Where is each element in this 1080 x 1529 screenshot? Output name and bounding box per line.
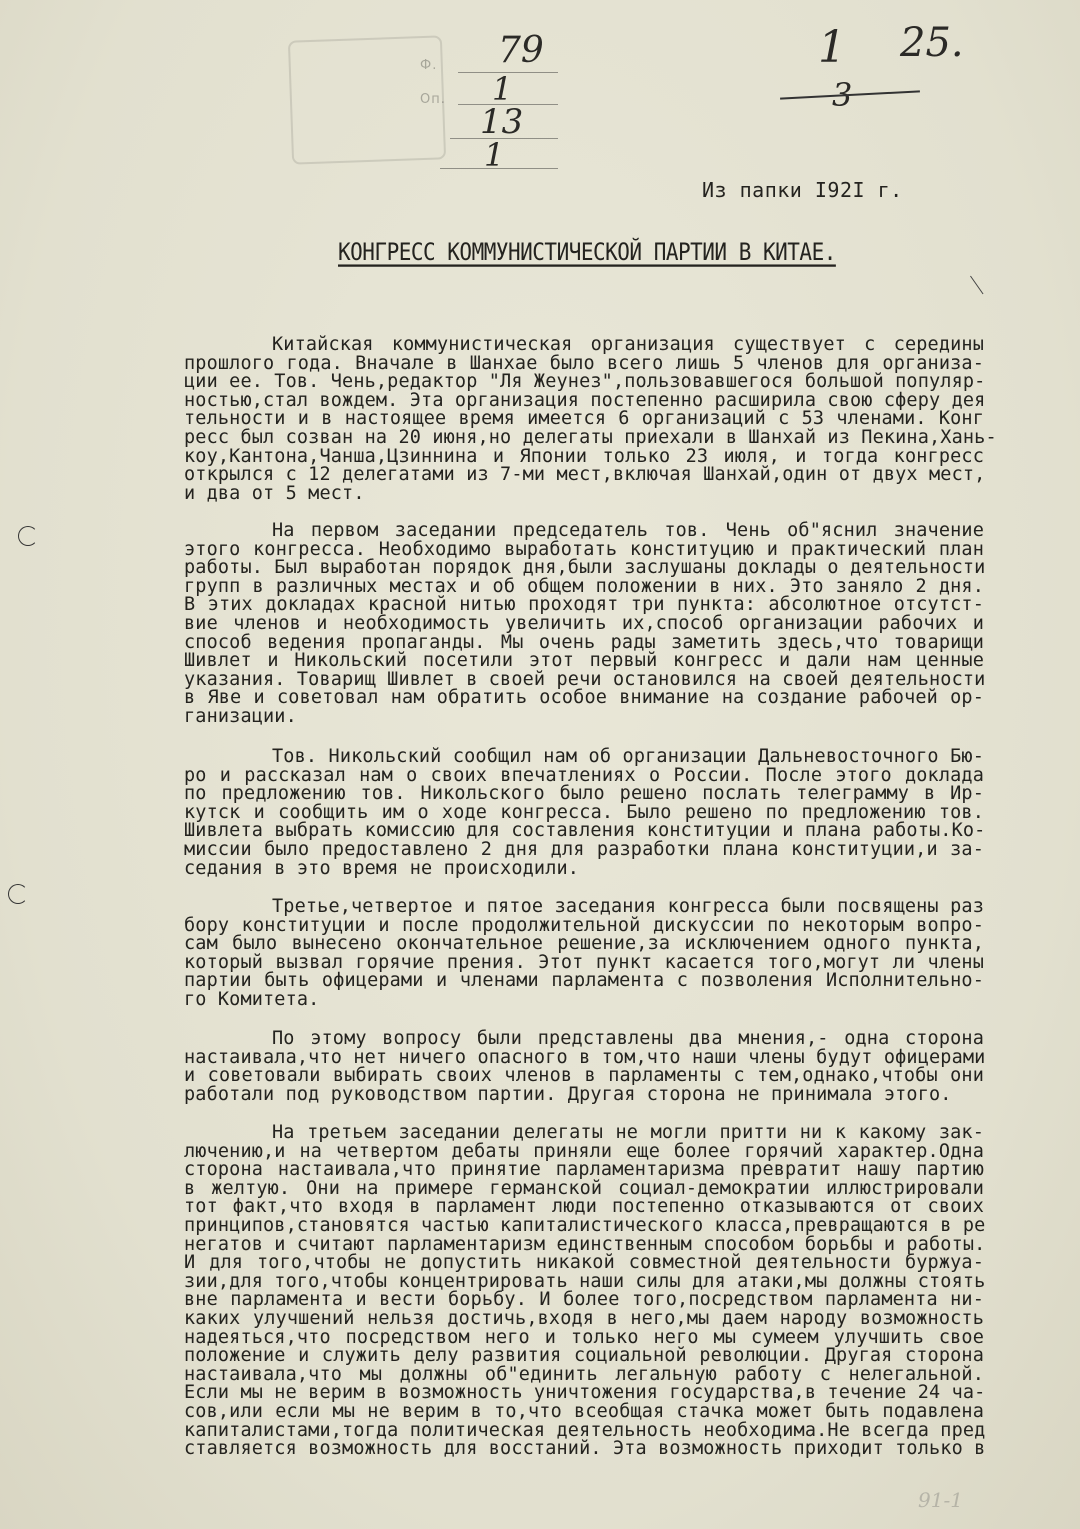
- text-line: го Комитета.: [184, 988, 320, 1010]
- text-line: настаивала,что мы должны об"единить легальную работу с нелегальной.: [184, 1363, 984, 1385]
- source-note: Из папки I92I г.: [702, 178, 903, 202]
- text-line: групп в различных местах и об общем положении в них. Это заняло 2 дня.: [184, 575, 984, 597]
- text-line: седания в это время не происходили.: [184, 857, 580, 879]
- handwritten-list: 1: [484, 136, 505, 174]
- paragraph-5: [184, 1030, 984, 1104]
- text-line: в желтую. Они на примере германской социал-демократии иллюстрировали: [184, 1177, 984, 1199]
- text-line: лючению,и на четвертом дебаты приняли еще более горячий характер.Одна: [184, 1140, 984, 1162]
- paragraph-3: [184, 748, 984, 878]
- text-line: сторона настаивала,что принятие парламентаризма превратит нашу партию: [184, 1159, 984, 1181]
- document-title: КОНГРЕСС КОММУНИСТИЧЕСКОЙ ПАРТИИ В КИТАЕ.: [338, 238, 836, 266]
- handwritten-opis: 1: [492, 70, 513, 108]
- paragraph-2: [184, 522, 984, 727]
- text-line: На первом заседании председатель тов. Чень об"яснил значение: [272, 520, 984, 541]
- text-line: Шивлет и Никольский посетили этот первый конгресс и дали нам ценные: [184, 650, 984, 672]
- handwritten-fond: 79: [498, 30, 544, 71]
- text-line: Китайская коммунистическая организация существует с середины: [272, 334, 984, 355]
- text-line: по предложению тов. Никольского было решено послать телеграмму в Ир-: [184, 783, 984, 805]
- text-line: работали под руководством партии. Другая сторона не принимала этого.: [184, 1083, 952, 1105]
- text-line: Шивлета выбрать комиссию для составления конституции и плана работы.Ко-: [184, 820, 986, 842]
- text-line: кутск и сообщить им о ходе конгресса. Было решено по предложению тов.: [184, 801, 984, 823]
- text-line: и советовали выбирать своих членов в парламенты с тем,однако,чтобы они: [184, 1065, 984, 1087]
- text-line: капиталистами,тогда политическая деятельность необходима.Не всегда пред: [184, 1419, 986, 1441]
- text-line: принципов,становятся частью капиталистического класса,превращаются в ре: [184, 1214, 986, 1236]
- text-line: тельности и в настоящее время имеется 6 организаций с 53 членами. Конг: [184, 408, 984, 430]
- text-line: ции ее. Тов. Чень,редактор "Ля Жеунез",пользовавшегося большой популяр-: [184, 371, 986, 393]
- margin-mark: [970, 268, 995, 295]
- punch-hole-mark: [18, 526, 38, 546]
- text-line: коу,Кантона,Чанша,Цзиннина и Японии только 23 июля, и тогда конгресс: [184, 445, 984, 467]
- text-line: Третье,четвертое и пятое заседания конгресса были посвящены раз: [272, 896, 984, 917]
- text-line: вие членов и необходимость увеличить их,способ организации рабочих и: [184, 612, 984, 634]
- text-line: негатов и считают парламентаризм единственным способом борьбы и работы.: [184, 1233, 986, 1255]
- text-line: ро и рассказал нам о своих впечатлениях о России. После этого доклада: [184, 764, 984, 786]
- handwritten-sheet-number: 25.: [900, 20, 964, 66]
- stamp-opis-label: Оп.: [420, 92, 446, 107]
- text-line: который вызвал горячие прения. Этот пункт касается того,могут ли члены: [184, 951, 984, 973]
- text-line: ностью,стал вождем. Эта организация постепенно расширила свою сферу дея: [184, 389, 986, 411]
- text-line: На третьем заседании делегаты не могли притти ни к какому зак-: [272, 1122, 984, 1143]
- text-line: открылся с 12 делегатами из 7-ми мест,включая Шанхай,один от двух мест,: [184, 464, 986, 486]
- pencil-note: 91-1: [918, 1488, 963, 1512]
- text-line: ресс был созван на 20 июня,но делегаты приехали в Шанхай из Пекина,Хань-: [184, 426, 997, 448]
- paragraph-1: [184, 334, 997, 504]
- text-line: вне парламента и вести борьбу. И более того,посредством парламента ни-: [184, 1289, 984, 1311]
- text-line: настаивала,что нет ничего опасного в том,что наши члены будут офицерами: [184, 1046, 986, 1068]
- handwritten-delo: 13: [480, 102, 524, 142]
- text-line: Если мы не верим в возможность уничтожения государства,в течение 24 ча-: [184, 1382, 986, 1404]
- text-line: ставляется возможность для восстаний. Эта возможность приходит только в: [184, 1438, 986, 1460]
- paragraph-4: [184, 898, 984, 1010]
- text-line: В этих докладах красной нитью проходят три пункта: абсолютное отсутст-: [184, 594, 984, 616]
- text-line: сов,или если мы не верим в то,что всеобщая стачка может быть подавлена: [184, 1400, 984, 1422]
- text-line: способ ведения пропаганды. Мы очень рады заметить здесь,что товарищи: [184, 631, 984, 653]
- text-line: каких улучшений нельзя достичь,входя в него,мы даем народу возможность: [184, 1307, 984, 1329]
- punch-hole-mark: [8, 884, 28, 904]
- text-line: сам было вынесено окончательное решение,за исключением одного пункта,: [184, 933, 984, 955]
- text-line: этого конгресса. Необходимо выработать конституцию и практический план: [184, 538, 984, 560]
- text-line: прошлого года. Вначале в Шанхае было всего лишь 5 членов для организа-: [184, 352, 984, 374]
- text-line: положение и служить делу развития социальной революции. Другая сторона: [184, 1345, 984, 1367]
- text-line: работы. Был выработан порядок дня,были заслушаны доклады о деятельности: [184, 557, 986, 579]
- text-line: тот факт,что входя в парламент люди постепенно отказываются от своих: [184, 1196, 984, 1218]
- text-line: бору конституции и после продолжительной дискуссии по некоторым вопро-: [184, 914, 984, 936]
- text-line: ганизации.: [184, 705, 297, 727]
- handwritten-page-number: 1: [818, 22, 846, 73]
- text-line: и два от 5 мест.: [184, 482, 365, 504]
- paragraph-6: [184, 1124, 984, 1459]
- text-line: И для того,чтобы не допустить никакой совместной деятельности буржуа-: [184, 1252, 984, 1274]
- text-line: партии быть офицерами и членами парламента с позволения Исполнительно-: [184, 970, 984, 992]
- text-line: надеяться,что посредством него и только него мы сумеем улучшить свое: [184, 1326, 984, 1348]
- text-line: в Яве и советовал нам обратить особое внимание на создание рабочей ор-: [184, 687, 984, 709]
- text-line: Тов. Никольский сообщил нам об организации Дальневосточного Бю-: [272, 746, 984, 767]
- text-line: миссии было предоставлено 2 дня для разработки плана конституции,и за-: [184, 838, 984, 860]
- text-line: зии,для того,чтобы концентрировать наши силы для атаки,мы должны стоять: [184, 1270, 986, 1292]
- text-line: указания. Товарищ Шивлет в своей речи остановился на своей деятельности: [184, 668, 986, 690]
- text-line: По этому вопросу были представлены два мнения,- одна сторона: [272, 1028, 984, 1049]
- stamp-fond-label: Ф.: [420, 58, 438, 73]
